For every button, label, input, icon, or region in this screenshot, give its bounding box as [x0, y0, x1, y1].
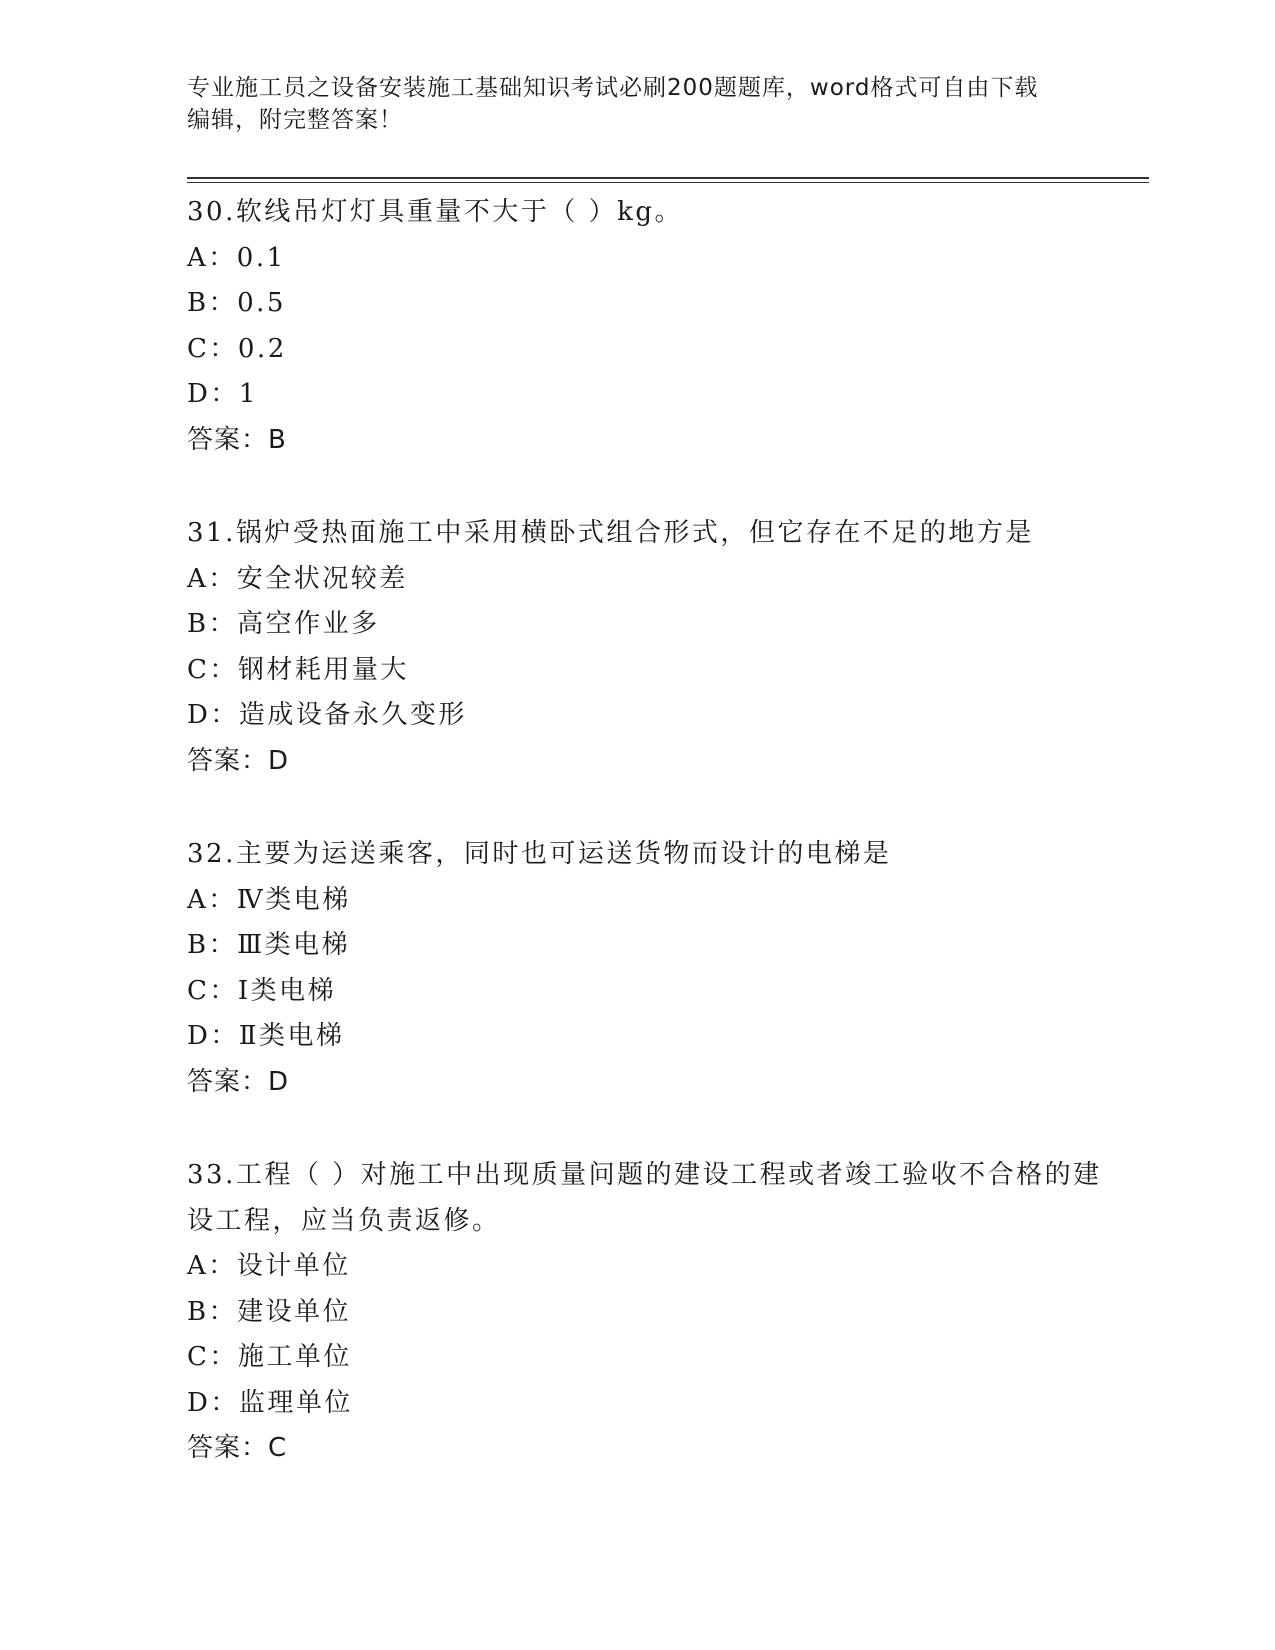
- option-c: C：钢材耗用量大: [187, 654, 409, 685]
- option-b: B：建设单位: [187, 1296, 352, 1327]
- question-32: [187, 832, 1117, 1105]
- answer-label: 答案：B: [187, 424, 287, 455]
- option-c: C：0.2: [187, 333, 287, 364]
- answer-label: 答案：C: [187, 1433, 288, 1463]
- option-d: D：监理单位: [187, 1387, 353, 1418]
- option-a: A：Ⅳ类电梯: [187, 884, 351, 915]
- question-stem: 31.锅炉受热面施工中采用横卧式组合形式，但它存在不足的地方是: [187, 518, 1034, 548]
- option-d: D：Ⅱ类电梯: [187, 1021, 345, 1051]
- question-stem: 33.工程（ ）对施工中出现质量问题的建设工程或者竣工验收不合格的建设工程，应当负责返修。: [187, 1160, 1102, 1236]
- option-c: C：施工单位: [187, 1342, 352, 1372]
- question-30: [187, 190, 1117, 463]
- option-a: A：设计单位: [187, 1251, 351, 1281]
- header-divider-thin: [187, 182, 1149, 183]
- option-b: B：0.5: [187, 288, 286, 318]
- question-31: [187, 511, 1117, 784]
- header-title-line-1: 专业施工员之设备安装施工基础知识考试必刷200题题库，word格式可自由下载: [187, 75, 1039, 101]
- answer-label: 答案：D: [187, 745, 290, 776]
- header-title-line-2: 编辑，附完整答案！: [187, 107, 403, 133]
- option-d: D：1: [187, 379, 258, 409]
- document-header: [187, 72, 1087, 136]
- question-list: [187, 190, 1117, 1520]
- option-a: A：安全状况较差: [187, 563, 408, 594]
- option-a: A：0.1: [187, 242, 286, 273]
- option-b: B：Ⅲ类电梯: [187, 930, 351, 960]
- option-d: D：造成设备永久变形: [187, 700, 467, 730]
- question-stem: 32.主要为运送乘客，同时也可运送货物而设计的电梯是: [187, 839, 892, 869]
- header-divider-thick: [187, 177, 1149, 179]
- option-b: B：高空作业多: [187, 609, 380, 639]
- question-stem: 30.软线吊灯灯具重量不大于（ ）kg。: [187, 197, 684, 227]
- answer-label: 答案：D: [187, 1066, 290, 1097]
- option-c: C：Ⅰ类电梯: [187, 975, 337, 1006]
- question-33: [187, 1153, 1117, 1472]
